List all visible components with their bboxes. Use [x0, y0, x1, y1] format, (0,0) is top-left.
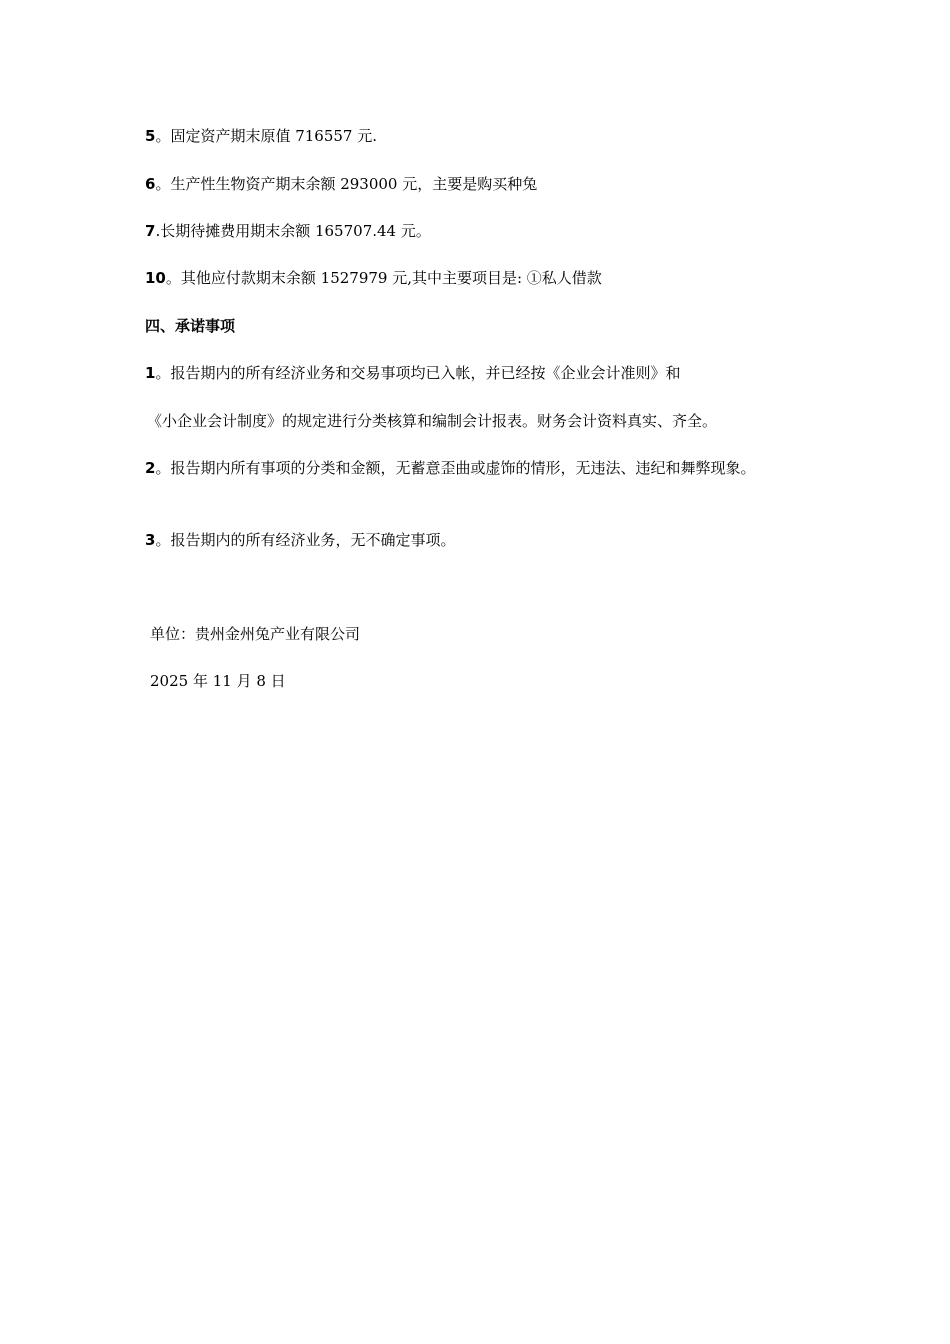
item-number: 5 — [145, 127, 156, 145]
commitment-1 — [145, 361, 805, 385]
item-text: 。报告期内所有事项的分类和金额，无蓄意歪曲或虚饰的情形，无违法、违纪和舞弊现象。 — [155, 459, 756, 477]
item-text: 。固定资产期末原值 716557 元. — [155, 127, 378, 145]
item-5 — [145, 124, 805, 148]
item-number: 7 — [145, 222, 156, 240]
item-number: 10 — [145, 269, 166, 287]
item-7 — [145, 219, 805, 243]
item-text: 。其他应付款期末余额 1527979 元,其中主要项目是: ①私人借款 — [165, 269, 602, 287]
commitment-1-continued: 《小企业会计制度》的规定进行分类核算和编制会计报表。财务会计资料真实、齐全。 — [147, 412, 718, 430]
commitment-2 — [145, 456, 805, 480]
commitment-3 — [145, 528, 805, 552]
item-6 — [145, 172, 805, 196]
item-text: 。报告期内的所有经济业务和交易事项均已入帐，并已经按《企业会计准则》和 — [155, 364, 681, 382]
item-text: 。生产性生物资产期末余额 293000 元，主要是购买种兔 — [155, 175, 538, 193]
item-number: 1 — [145, 364, 156, 382]
item-number: 6 — [145, 175, 156, 193]
item-text: .长期待摊费用期末余额 165707.44 元。 — [155, 222, 431, 240]
signature-date: 2025 年 11 月 8 日 — [150, 672, 286, 690]
signature-unit: 单位：贵州金州兔产业有限公司 — [150, 625, 361, 643]
section-heading: 四、承诺事项 — [145, 317, 236, 335]
item-number: 2 — [145, 459, 156, 477]
item-number: 3 — [145, 531, 156, 549]
item-text: 。报告期内的所有经济业务，无不确定事项。 — [155, 531, 456, 549]
item-10 — [145, 266, 805, 290]
